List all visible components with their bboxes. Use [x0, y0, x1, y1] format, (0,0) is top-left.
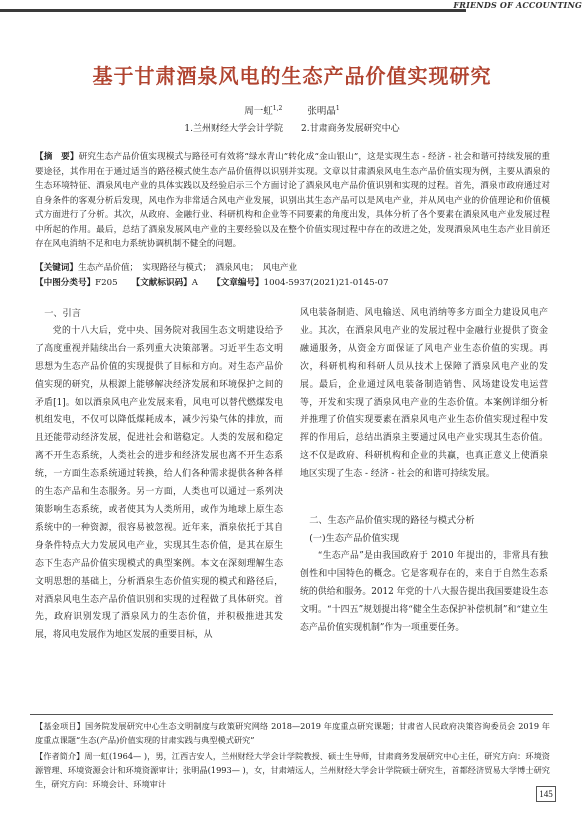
abstract-text: 研究生态产品价值实现模式与路径可有效将“绿水青山”转化成“金山银山”，这是实现生态 - 经济 - 社会和谐可持续发展的重要途径，其作用在于通过适当的路径模式使生态产品价值得以识别并实现。文章以甘肃酒泉风电生态产品价值实现为例，主要从酒泉的生态环境特征、酒泉风电产业的具体实践以及经验启示三个方面讨论了酒泉风电产品价值识别和实现的过程。首先，酒泉市政府通过对自身条件的客观分析后发现，风电作为非常适合风电产业发展，识别出其生态产品可以是风电产业，并从风电产业的价值理论和价值模式方面进行了分析。其次，从政府、金融行业、科研机构和企业等不同要素的角度出发，具体分析了各个要素在酒泉风电产业发展过程中所起的作用。最后，总结了酒泉发展风电产业的主要经验以及在整个价值实现过程中存在的改进之处，发现酒泉风电生态产业目前还存在风电消纳不足和电力系统协调机制不健全的问题。: [35, 152, 550, 249]
running-header: [0, 0, 584, 14]
abstract-label: 【摘 要】: [35, 152, 79, 162]
body-paragraph: 党的十八大后，党中央、国务院对我国生态文明建设给予了高度重视并陆续出台一系列重大决策部署。习近平生态文明思想为生态产品价值的实现提供了目标和方向。对生态产品价值实现的研究，从根源上能够解决经济发展和环境保护之间的矛盾[1]。如以酒泉风电产业发展来看，风电可以替代燃煤发电机组发电，不仅可以降低煤耗成本，减少污染气体的排放，而且还能带动经济发展，促进社会和谐稳定。人类的发展和稳定离不开生态系统，人类社会的进步和经济发展也离不开生态系统，一方面生态系统通过转换，给人们各种需求提供各种各样的生态产品和生态服务。另一方面，人类也可以通过一系列决策影响生态系统，或者使其为人类所用，或作为地球上原生态系统中的一种资源，很容易被忽视。近年来，酒泉依托于其自身条件特点大力发展风电产业，实现其生态价值，是其在原生态下生态产品价值实现模式的典型案例。本文在深刻理解生态文明思想的基础上，分析酒泉生态价值实现的模式和路径后，对酒泉风电生态产品价值识别和实现的过程做了具体研究。首先，政府识别发现了酒泉风力的生态价值，并积极推进其发展，将风电发展作为地区发展的重要目标，从: [35, 325, 283, 641]
body-column-left: [35, 305, 283, 645]
author-name: 周一虹: [244, 106, 273, 117]
keywords-text: 生态产品价值； 实现路径与模式； 酒泉风电； 风电产业: [77, 263, 298, 273]
affiliations: 1.兰州财经大学会计学院 2.甘肃商务发展研究中心: [184, 124, 400, 134]
body-paragraph: 风电装备制造、风电输送、风电消纳等多方面全力建设风电产业。其次，在酒泉风电产业的发展过程中金融行业提供了资金融通服务，从资金方面保证了风电产业生态价值的实现。再次，科研机构和科研人员从技术上保障了酒泉风电产业的发展。最后，企业通过风电装备制造销售、风场建设发电运营等，开发和实现了酒泉风电产业的生态价值。本案例详细分析并推理了价值实现要素在酒泉风电产业生态价值实现过程中发挥的作用后，总结出酒泉主要通过风电产业实现其生态价值。这不仅是政府、科研机构和企业的共赢，也真正意义上使酒泉地区实现了生态 - 经济 - 社会的和谐可持续发展。: [300, 308, 548, 480]
author-affil-mark: 1,2: [272, 104, 283, 112]
body-paragraph: “生态产品”是由我国政府于 2010 年提出的，非常具有独创性和中国特色的概念。它是客观存在的，来自于自然生态系统的供给和服务。2012 年党的十八大报告提出我国要建设生态文明。“十四五”规划提出将“健全生态保护补偿机制”和“建立生态产品价值实现机制”作为一项重要任务。: [300, 550, 548, 633]
author-bio-footnote: 【作者简介】周一虹(1964— )，男，江西吉安人，兰州财经大学会计学院教授、硕士生导师，甘肃商务发展研究中心主任，研究方向：环境资源管理、环境资源会计和环境资源审计；张明晶(1993— )，女，甘肃靖远人，兰州财经大学会计学院硕士研究生，首都经济贸易大学博士研究生，研究方向：环境会计、环境审计: [35, 751, 550, 789]
author-affil-mark: 1: [335, 104, 340, 112]
journal-name: FRIENDS OF ACCOUNTING: [453, 0, 582, 10]
section-heading: 一、引言: [44, 308, 81, 319]
doc-code-value: A: [191, 278, 198, 288]
keywords-label: 【关键词】: [35, 263, 78, 273]
clc-value: F205: [95, 278, 118, 288]
header-rule: [0, 9, 466, 12]
author-line: [0, 103, 584, 117]
article-number-label: 【文章编号】: [212, 278, 264, 288]
author-name: 张明晶: [307, 106, 336, 117]
article-title: 基于甘肃酒泉风电的生态产品价值实现研究: [92, 64, 492, 88]
fund-footnote: 【基金项目】国务院发展研究中心生态文明制度与政策研究网络 2018—2019 年度重点研究课题；甘肃省人民政府决策咨询委员会 2019 年度重点课题“生态(产品)价值实现的甘肃实践与典型模式研究”: [35, 721, 550, 745]
doc-code-label: 【文献标识码】: [131, 278, 192, 288]
classification-line: [35, 277, 388, 290]
keywords: [35, 262, 297, 275]
clc-label: 【中图分类号】: [35, 278, 96, 288]
article-number-value: 1004-5937(2021)21-0145-07: [263, 278, 389, 288]
footnote-rule: [30, 714, 553, 715]
abstract: [35, 150, 550, 252]
subsection-heading: (一)生态产品价值实现: [309, 532, 400, 544]
body-column-right: [300, 305, 548, 637]
page-number: 145: [536, 786, 556, 802]
section-heading: 二、生态产品价值实现的路径与模式分析: [309, 515, 475, 527]
